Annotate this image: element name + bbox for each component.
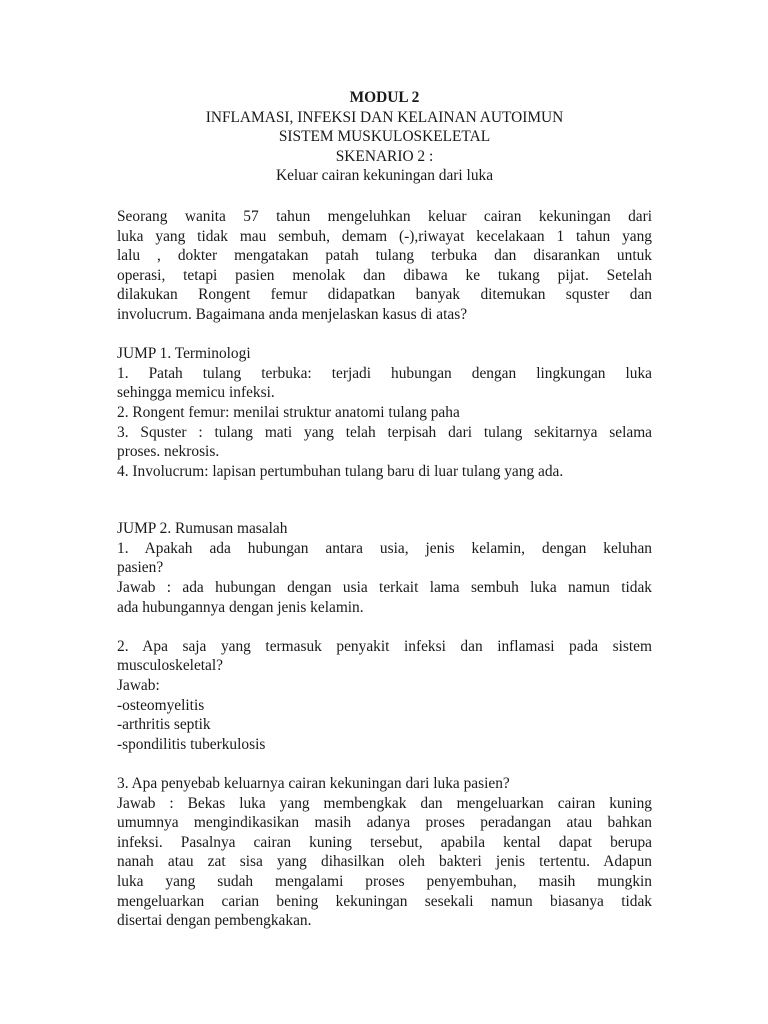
- jump2-section: [117, 519, 652, 930]
- question-1: [117, 539, 652, 617]
- jump1-line: 1. Patah tulang terbuka: terjadi hubungan dengan lingkungan luka: [117, 364, 652, 382]
- jump1-title: JUMP 1. Terminologi: [117, 345, 251, 363]
- header-line-2: SISTEM MUSKULOSKELETAL: [278, 128, 491, 146]
- module-title: MODUL 2: [349, 89, 420, 106]
- scenario-line: Seorang wanita 57 tahun mengeluhkan keluar cairan kekuningan dari: [117, 207, 652, 225]
- question-2-line: 2. Apa saja yang termasuk penyakit infeksi dan inflamasi pada sistem: [117, 637, 652, 655]
- scenario-line: dilakukan Rongent femur didapatkan banyak ditemukan squster dan: [117, 286, 652, 304]
- answer-3-line: luka yang sudah mengalami proses penyembuhan, masih mungkin: [117, 872, 652, 890]
- answer-3-line: nanah atau zat sisa yang dihasilkan oleh bakteri jenis tertentu. Adapun: [117, 853, 652, 871]
- document-page: [117, 88, 652, 931]
- jump2-title: JUMP 2. Rumusan masalah: [117, 520, 288, 538]
- answer-1-line: ada hubungannya dengan jenis kelamin.: [117, 598, 364, 616]
- answer-3-line: infeksi. Pasalnya cairan kuning tersebut, apabila kental dapat berupa: [117, 833, 652, 851]
- jump1-line: 2. Rongent femur: menilai struktur anatomi tulang paha: [117, 403, 460, 421]
- answer-2-item: -arthritis septik: [117, 716, 211, 734]
- scenario-subtitle: Keluar cairan kekuningan dari luka: [275, 167, 494, 185]
- jump1-line: 3. Squster : tulang mati yang telah terpisah dari tulang sekitarnya selama: [117, 423, 652, 441]
- jump1-line: sehingga memicu infeksi.: [117, 384, 275, 402]
- answer-3-line: Jawab : Bekas luka yang membengkak dan mengeluarkan cairan kuning: [117, 794, 652, 812]
- scenario-paragraph: [117, 207, 652, 325]
- jump1-line: 4. Involucrum: lapisan pertumbuhan tulang baru di luar tulang yang ada.: [117, 462, 564, 480]
- answer-1-line: Jawab : ada hubungan dengan usia terkait lama sembuh luka namun tidak: [117, 579, 652, 597]
- jump1-section: [117, 344, 652, 481]
- scenario-line: luka yang tidak mau sembuh, demam (-),riwayat kecelakaan 1 tahun yang: [117, 227, 652, 245]
- question-3: [117, 774, 652, 931]
- question-1-line: 1. Apakah ada hubungan antara usia, jenis kelamin, dengan keluhan: [117, 539, 652, 557]
- question-2: [117, 637, 652, 755]
- answer-2-label: Jawab:: [117, 677, 160, 695]
- scenario-line: involucrum. Bagaimana anda menjelaskan kasus di atas?: [117, 305, 468, 323]
- scenario-line: lalu , dokter mengatakan patah tulang terbuka dan disarankan untuk: [117, 247, 652, 265]
- question-3-line: 3. Apa penyebab keluarnya cairan kekuningan dari luka pasien?: [117, 775, 510, 792]
- answer-3-line: mengeluarkan carian bening kekuningan sesekali namun biasanya tidak: [117, 892, 652, 910]
- answer-2-item: -spondilitis tuberkulosis: [117, 735, 266, 753]
- question-2-line: musculoskeletal?: [117, 657, 223, 675]
- scenario-line: operasi, tetapi pasien menolak dan dibawa ke tukang pijat. Setelah: [117, 266, 652, 284]
- jump1-line: proses. nekrosis.: [117, 443, 220, 461]
- answer-2-item: -osteomyelitis: [117, 696, 205, 714]
- header-line-1: INFLAMASI, INFEKSI DAN KELAINAN AUTOIMUN: [205, 108, 564, 126]
- question-1-line: pasien?: [117, 559, 164, 577]
- scenario-label: SKENARIO 2 :: [335, 147, 434, 165]
- document-header: [117, 88, 652, 186]
- answer-3-line: disertai dengan pembengkakan.: [117, 912, 312, 930]
- answer-3-line: umumnya mengindikasikan masih adanya proses peradangan atau bahkan: [117, 814, 652, 832]
